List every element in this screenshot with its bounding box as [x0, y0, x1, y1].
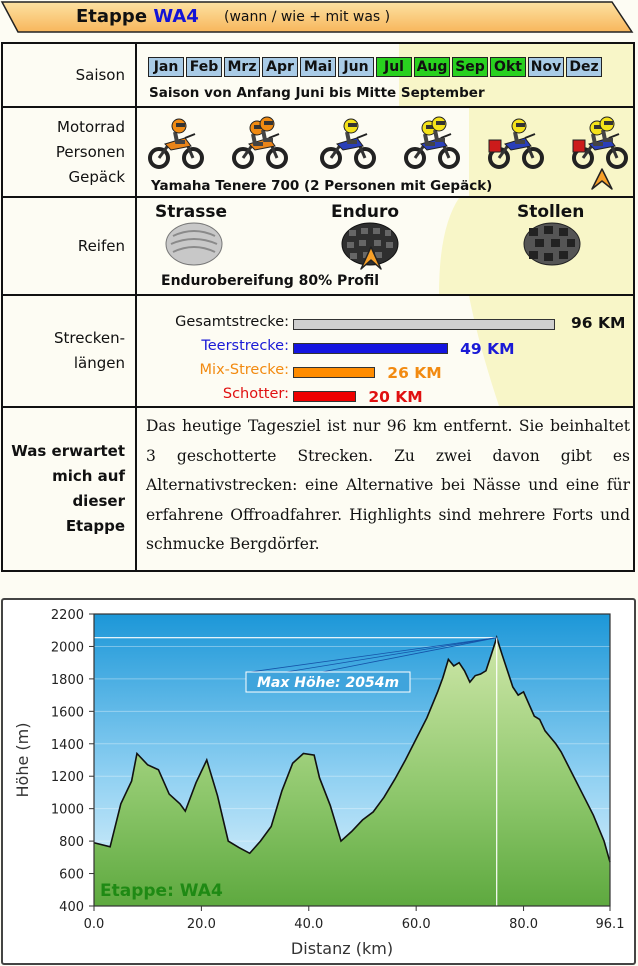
orange-bike-1-rider-icon[interactable]: [145, 114, 207, 170]
description-row: [3, 408, 633, 570]
x-axis-label: Distanz (km): [290, 939, 394, 958]
tyre-row: [3, 198, 633, 296]
month-feb: Feb: [186, 57, 222, 77]
y-tick-label: 1400: [50, 737, 84, 753]
stage-header: [0, 0, 632, 34]
tyre-type-stollen[interactable]: Stollen: [517, 202, 585, 222]
month-strip: [148, 57, 602, 77]
y-tick-label: 1600: [50, 705, 84, 721]
month-okt: Okt: [490, 57, 526, 77]
month-jan: Jan: [148, 57, 184, 77]
x-tick-label: 80.0: [509, 917, 539, 932]
bike-row: [3, 108, 633, 198]
distance-name-2: Mix-Strecke:: [199, 362, 289, 378]
blue-bike-2-riders-luggage-icon[interactable]: [569, 114, 631, 170]
y-tick-label: 2200: [50, 608, 84, 623]
season-label: Saison: [3, 44, 137, 106]
month-jun: Jun: [338, 57, 374, 77]
description-text: Das heutige Tagesziel ist nur 96 km entfernt. Sie beinhaltet 3 geschotterte Strecken. Zu zwei davon gibt es Alternativstrecken: eine Alternative bei Nässe und eine für erfahrene Offroadfahrer. Highlights sind mehrere Forts und schmucke Bergdörfer.: [146, 417, 630, 553]
season-row: [3, 44, 633, 108]
y-tick-label: 400: [59, 900, 84, 915]
knobby-tyre-icon[interactable]: [523, 222, 581, 266]
tyre-selection-marker-icon: [358, 242, 384, 272]
description-label: Was erwartet mich auf dieser Etappe: [3, 408, 137, 570]
orange-bike-2-riders-icon[interactable]: [229, 114, 291, 170]
x-tick-label: 40.0: [294, 917, 324, 932]
distance-value-3: 20 KM: [368, 388, 423, 406]
description-content: [139, 408, 633, 570]
distance-name-1: Teerstrecke:: [201, 338, 289, 354]
month-aug: Aug: [414, 57, 450, 77]
stage-label: Etappe: WA4: [100, 881, 223, 901]
distance-content: [139, 296, 633, 406]
stage-title: [76, 6, 199, 27]
distance-bar-1: [293, 343, 448, 354]
distance-bar-0: [293, 319, 555, 330]
month-nov: Nov: [528, 57, 564, 77]
month-mrz: Mrz: [224, 57, 260, 77]
stage-code: WA4: [153, 6, 199, 27]
distance-label: Strecken- längen: [3, 296, 137, 406]
bike-caption: Yamaha Tenere 700 (2 Personen mit Gepäck): [151, 178, 493, 194]
y-tick-label: 600: [59, 867, 84, 883]
month-apr: Apr: [262, 57, 298, 77]
tyre-label: Reifen: [3, 198, 137, 294]
x-tick-label: 96.1: [595, 917, 625, 932]
bike-content: [139, 108, 633, 196]
tyre-caption: Endurobereifung 80% Profil: [161, 273, 380, 289]
distance-value-2: 26 KM: [387, 364, 442, 382]
distance-value-1: 49 KM: [460, 340, 515, 358]
stage-subtitle: (wann / wie + mit was ): [224, 9, 391, 25]
distance-value-0: 96 KM: [571, 314, 626, 332]
y-tick-label: 2000: [50, 640, 84, 656]
y-axis-label: Höhe (m): [13, 722, 32, 798]
x-tick-label: 0.0: [83, 917, 105, 932]
month-sep: Sep: [452, 57, 488, 77]
elevation-chart: [0, 596, 638, 966]
distance-bar-3: [293, 391, 356, 402]
blue-bike-luggage-icon[interactable]: [485, 114, 547, 170]
distance-name-3: Schotter:: [222, 386, 289, 402]
bike-label: Motorrad Personen Gepäck: [3, 108, 137, 196]
season-text: Saison von Anfang Juni bis Mitte September: [149, 85, 485, 101]
stage-title-prefix: Etappe: [76, 6, 148, 27]
month-mai: Mai: [300, 57, 336, 77]
y-tick-label: 1000: [50, 802, 84, 818]
max-height-annotation: Max Höhe: 2054m: [256, 675, 400, 691]
x-tick-label: 60.0: [401, 917, 431, 932]
blue-bike-2-riders-icon[interactable]: [401, 114, 463, 170]
stage-info-table: [1, 42, 635, 572]
month-dez: Dez: [566, 57, 602, 77]
y-tick-label: 1200: [50, 770, 84, 786]
distance-row: [3, 296, 633, 408]
distance-name-0: Gesamtstrecke:: [175, 314, 289, 330]
x-tick-label: 20.0: [186, 917, 216, 932]
y-tick-label: 1800: [50, 672, 84, 688]
tyre-type-enduro[interactable]: Enduro: [331, 202, 400, 222]
month-jul: Jul: [376, 57, 412, 77]
selection-marker-icon: [589, 164, 615, 192]
distance-bar-2: [293, 367, 375, 378]
street-tyre-icon[interactable]: [165, 222, 223, 266]
y-tick-label: 800: [59, 835, 84, 851]
tyre-content: [139, 198, 633, 294]
season-content: [139, 44, 633, 106]
blue-bike-1-rider-icon[interactable]: [317, 114, 379, 170]
tyre-type-strasse[interactable]: Strasse: [155, 202, 227, 222]
